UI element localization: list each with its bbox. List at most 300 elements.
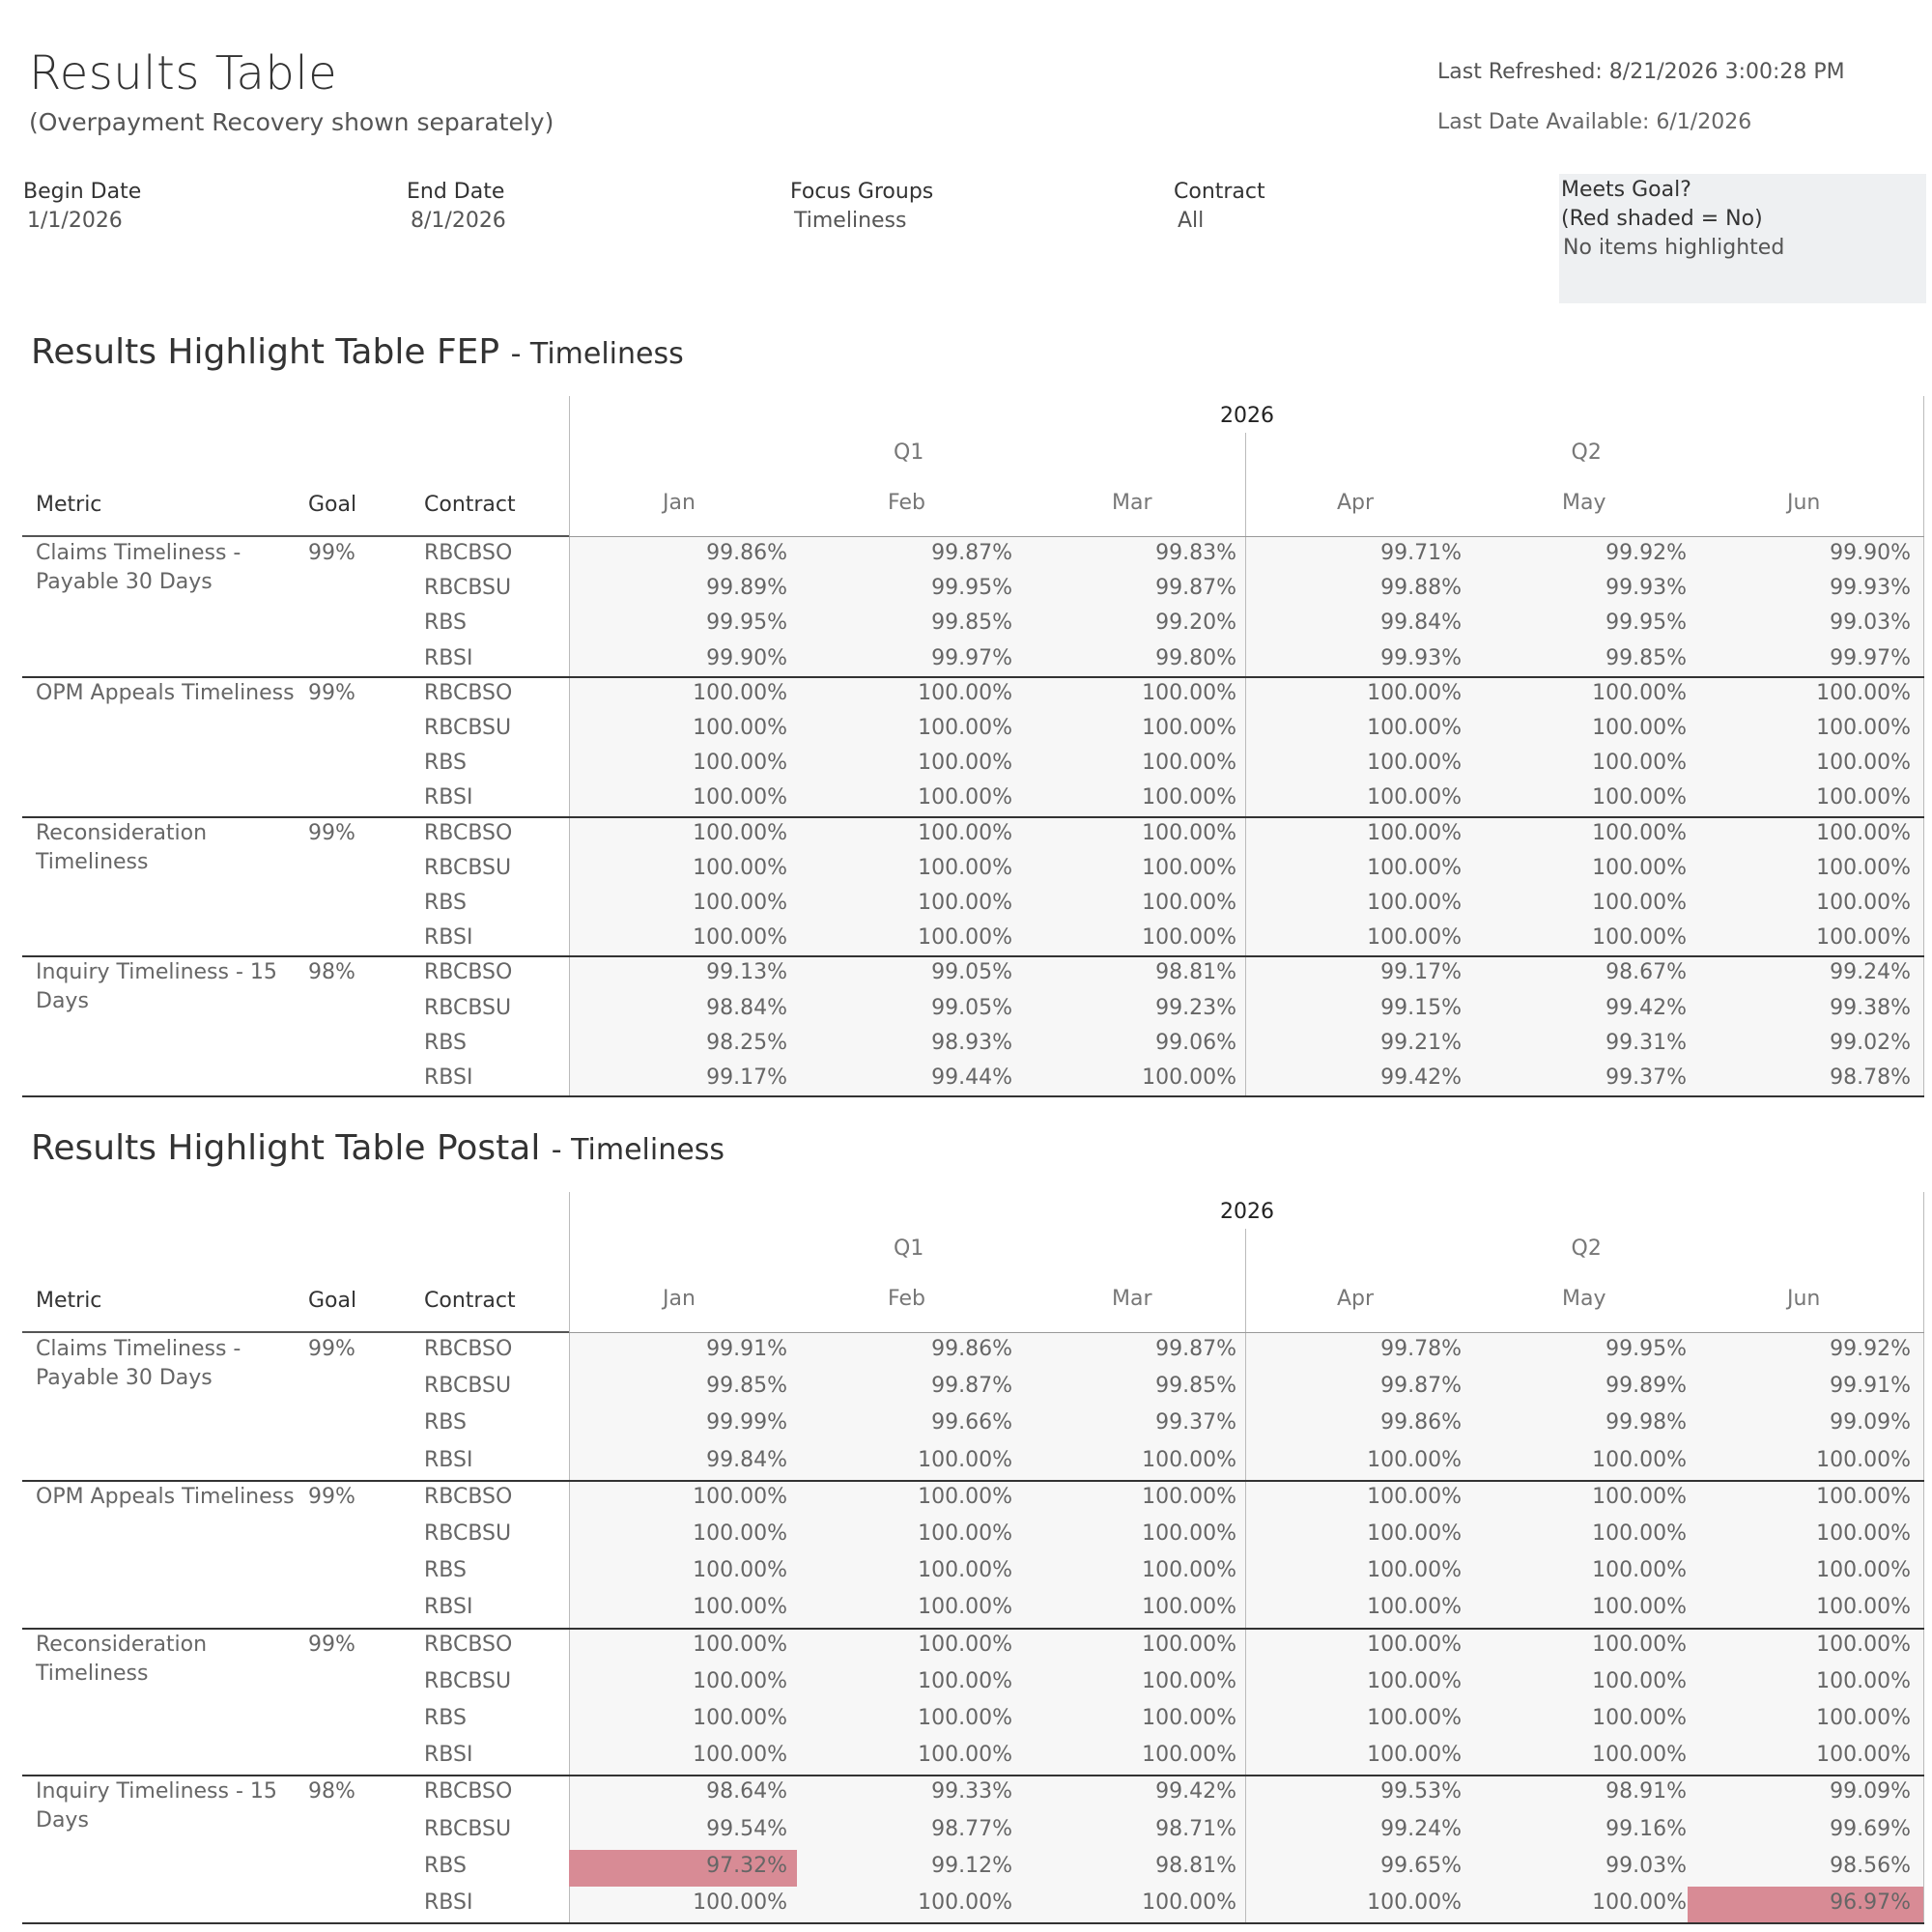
result-value[interactable]: 98.71% — [1155, 1816, 1236, 1841]
postal-results-table — [22, 1192, 1924, 1922]
result-value[interactable]: 100.00% — [1592, 855, 1687, 880]
result-value[interactable]: 98.64% — [706, 1779, 787, 1804]
begin-date-label: Begin Date — [23, 180, 142, 204]
result-value[interactable]: 100.00% — [918, 751, 1012, 776]
contract-name: RBS — [424, 611, 467, 636]
result-value[interactable]: 100.00% — [1142, 716, 1236, 740]
result-value[interactable]: 100.00% — [918, 716, 1012, 740]
result-value[interactable]: 99.93% — [1605, 576, 1687, 601]
result-value[interactable]: 100.00% — [693, 1890, 787, 1915]
result-value[interactable]: 100.00% — [1367, 820, 1462, 845]
result-value[interactable]: 100.00% — [1142, 1558, 1236, 1583]
result-value[interactable]: 99.80% — [1155, 645, 1236, 670]
result-value[interactable]: 98.91% — [1605, 1779, 1687, 1804]
last-date-available-text: Last Date Available: 6/1/2026 — [1437, 110, 1752, 134]
result-value[interactable]: 99.06% — [1155, 1030, 1236, 1055]
result-value[interactable]: 100.00% — [1367, 891, 1462, 915]
metric-name: Claims Timeliness - — [36, 1337, 242, 1361]
contract-name: RBCBSO — [424, 1632, 513, 1657]
metric-name: Inquiry Timeliness - 15 — [36, 960, 277, 985]
result-value[interactable]: 98.67% — [1605, 960, 1687, 985]
result-value[interactable]: 100.00% — [1816, 716, 1911, 740]
metric-name-line2: Timeliness — [36, 849, 149, 874]
result-value[interactable]: 99.13% — [706, 960, 787, 985]
result-value[interactable]: 100.00% — [1816, 1743, 1911, 1768]
result-value[interactable]: 98.84% — [706, 995, 787, 1020]
begin-date-value[interactable]: 1/1/2026 — [27, 209, 123, 233]
result-value[interactable]: 100.00% — [1367, 716, 1462, 740]
result-value[interactable]: 99.97% — [1830, 645, 1911, 670]
result-value[interactable]: 99.85% — [1155, 1374, 1236, 1399]
result-value[interactable]: 100.00% — [1592, 1706, 1687, 1730]
result-value[interactable]: 99.86% — [706, 541, 787, 565]
result-value[interactable]: 100.00% — [1142, 1743, 1236, 1768]
result-value[interactable]: 100.00% — [1592, 1632, 1687, 1657]
result-value[interactable]: 99.53% — [1380, 1779, 1462, 1804]
result-value[interactable]: 100.00% — [1142, 680, 1236, 705]
result-value[interactable]: 100.00% — [1816, 820, 1911, 845]
goal-value: 99% — [308, 680, 355, 705]
result-value[interactable]: 99.87% — [931, 541, 1012, 565]
result-value[interactable]: 100.00% — [918, 1558, 1012, 1583]
result-value[interactable]: 100.00% — [1816, 751, 1911, 776]
result-value[interactable]: 100.00% — [1142, 925, 1236, 951]
result-value[interactable]: 99.84% — [706, 1447, 787, 1472]
result-value[interactable]: 100.00% — [918, 1706, 1012, 1730]
result-value[interactable]: 99.16% — [1605, 1816, 1687, 1841]
result-value[interactable]: 100.00% — [1142, 1521, 1236, 1546]
result-value[interactable]: 99.89% — [1605, 1374, 1687, 1399]
result-value[interactable]: 100.00% — [1142, 785, 1236, 810]
meets-goal-legend[interactable] — [1559, 174, 1926, 303]
header-separator-right — [569, 1332, 1924, 1333]
metric-name: OPM Appeals Timeliness — [36, 680, 295, 705]
result-value[interactable]: 100.00% — [918, 925, 1012, 951]
result-value[interactable]: 100.00% — [1367, 1743, 1462, 1768]
quarter-header-q2: Q2 — [1571, 1236, 1602, 1261]
metric-name: Reconsideration — [36, 1632, 208, 1657]
result-value[interactable]: 99.17% — [706, 1065, 787, 1090]
result-value[interactable]: 100.00% — [918, 785, 1012, 810]
group-separator — [22, 1095, 1924, 1097]
result-value[interactable]: 99.05% — [931, 995, 1012, 1020]
result-value[interactable]: 100.00% — [1142, 1632, 1236, 1657]
meets-goal-value[interactable]: No items highlighted — [1563, 236, 1785, 260]
result-value[interactable]: 99.42% — [1605, 995, 1687, 1020]
page-subtitle: (Overpayment Recovery shown separately) — [29, 108, 554, 136]
result-value[interactable]: 100.00% — [1592, 1447, 1687, 1472]
result-value[interactable]: 99.93% — [1830, 576, 1911, 601]
result-value[interactable]: 100.00% — [1816, 1668, 1911, 1693]
result-value[interactable]: 100.00% — [1367, 1632, 1462, 1657]
result-value[interactable]: 99.69% — [1830, 1816, 1911, 1841]
contract-column-header[interactable]: Contract — [424, 1289, 516, 1313]
result-value[interactable]: 100.00% — [1816, 785, 1911, 810]
result-value[interactable]: 100.00% — [1142, 1484, 1236, 1509]
result-value[interactable]: 100.00% — [1142, 1595, 1236, 1620]
result-value[interactable]: 100.00% — [1367, 680, 1462, 705]
metric-column-header[interactable]: Metric — [36, 493, 102, 517]
group-separator — [22, 1922, 1924, 1924]
month-header-feb: Feb — [888, 491, 925, 515]
contract-name: RBS — [424, 1410, 467, 1435]
result-value[interactable]: 99.42% — [1380, 1065, 1462, 1090]
result-value[interactable]: 100.00% — [1592, 1558, 1687, 1583]
column-divider — [569, 396, 570, 1096]
focus-groups-value[interactable]: Timeliness — [794, 209, 907, 233]
contract-name: RBS — [424, 1558, 467, 1583]
result-value[interactable]: 100.00% — [1367, 925, 1462, 951]
month-header-apr: Apr — [1337, 1287, 1375, 1311]
result-value[interactable]: 99.89% — [706, 576, 787, 601]
contract-name: RBCBSU — [424, 576, 512, 601]
result-value[interactable]: 99.44% — [931, 1065, 1012, 1090]
result-value[interactable]: 99.88% — [1380, 576, 1462, 601]
result-value[interactable]: 99.87% — [931, 1374, 1012, 1399]
group-separator — [22, 676, 1924, 678]
group-separator — [22, 1480, 1924, 1482]
goal-value: 98% — [308, 1779, 355, 1804]
result-value[interactable]: 96.97% — [1830, 1890, 1911, 1915]
end-date-value[interactable]: 8/1/2026 — [411, 209, 506, 233]
header-separator — [22, 535, 569, 537]
contract-name: RBS — [424, 1853, 467, 1878]
month-header-may: May — [1562, 1287, 1606, 1311]
contract-name: RBCBSO — [424, 1484, 513, 1509]
month-header-jan: Jan — [663, 491, 696, 515]
contract-name: RBSI — [424, 645, 473, 670]
goal-column-header[interactable]: Goal — [308, 1289, 357, 1313]
result-value[interactable]: 99.91% — [706, 1337, 787, 1361]
result-value[interactable]: 99.23% — [1155, 995, 1236, 1020]
result-value[interactable]: 98.93% — [931, 1030, 1012, 1055]
result-value[interactable]: 99.66% — [931, 1410, 1012, 1435]
result-value[interactable]: 99.31% — [1605, 1030, 1687, 1055]
result-value[interactable]: 99.03% — [1830, 611, 1911, 636]
meets-goal-label: Meets Goal? — [1561, 178, 1691, 202]
result-value[interactable]: 99.12% — [931, 1853, 1012, 1878]
result-value[interactable]: 100.00% — [1367, 785, 1462, 810]
result-value[interactable]: 100.00% — [1816, 1484, 1911, 1509]
result-value[interactable]: 100.00% — [1592, 716, 1687, 740]
group-separator — [22, 1628, 1924, 1630]
result-value[interactable]: 99.03% — [1605, 1853, 1687, 1878]
result-value[interactable]: 100.00% — [1592, 1743, 1687, 1768]
result-value[interactable]: 100.00% — [1592, 1668, 1687, 1693]
result-value[interactable]: 99.33% — [931, 1779, 1012, 1804]
result-value[interactable]: 100.00% — [693, 1632, 787, 1657]
fep-results-table — [22, 396, 1924, 1096]
result-value[interactable]: 100.00% — [918, 1521, 1012, 1546]
result-value[interactable]: 100.00% — [918, 1595, 1012, 1620]
contract-name: RBSI — [424, 1890, 473, 1915]
result-value[interactable]: 100.00% — [693, 1668, 787, 1693]
result-value[interactable]: 100.00% — [1367, 1890, 1462, 1915]
result-value[interactable]: 100.00% — [918, 820, 1012, 845]
result-value[interactable]: 100.00% — [918, 1447, 1012, 1472]
result-value[interactable]: 99.95% — [1605, 1337, 1687, 1361]
metric-name-line2: Timeliness — [36, 1661, 149, 1686]
contract-name: RBS — [424, 891, 467, 915]
contract-name: RBCBSO — [424, 541, 513, 565]
result-value[interactable]: 100.00% — [1592, 1890, 1687, 1915]
contract-name: RBCBSO — [424, 820, 513, 845]
result-value[interactable]: 100.00% — [1816, 855, 1911, 880]
result-value[interactable]: 100.00% — [1142, 855, 1236, 880]
month-header-jun: Jun — [1787, 1287, 1821, 1311]
contract-name: RBS — [424, 1030, 467, 1055]
result-value[interactable]: 100.00% — [693, 855, 787, 880]
contract-name: RBS — [424, 1706, 467, 1730]
goal-value: 99% — [308, 1484, 355, 1509]
result-value[interactable]: 99.15% — [1380, 995, 1462, 1020]
metric-name: Claims Timeliness - — [36, 541, 242, 565]
begin-date-filter[interactable] — [23, 178, 313, 236]
result-value[interactable]: 100.00% — [918, 1632, 1012, 1657]
result-value[interactable]: 100.00% — [1816, 1447, 1911, 1472]
quarter-divider — [1245, 433, 1246, 1096]
result-value[interactable]: 98.81% — [1155, 1853, 1236, 1878]
result-value[interactable]: 100.00% — [1592, 925, 1687, 951]
result-value[interactable]: 100.00% — [1142, 1065, 1236, 1090]
result-value[interactable]: 100.00% — [1142, 1668, 1236, 1693]
result-value[interactable]: 99.98% — [1605, 1410, 1687, 1435]
metric-name: OPM Appeals Timeliness — [36, 1484, 295, 1509]
result-value[interactable]: 100.00% — [693, 925, 787, 951]
group-separator — [22, 955, 1924, 957]
result-value[interactable]: 99.09% — [1830, 1410, 1911, 1435]
result-value[interactable]: 100.00% — [693, 891, 787, 915]
result-value[interactable]: 100.00% — [693, 820, 787, 845]
postal-table-title — [31, 1128, 724, 1168]
result-value[interactable]: 100.00% — [1816, 1706, 1911, 1730]
result-value[interactable]: 99.90% — [706, 645, 787, 670]
result-value[interactable]: 100.00% — [1142, 1447, 1236, 1472]
result-value[interactable]: 100.00% — [1367, 1558, 1462, 1583]
contract-filter[interactable] — [1174, 178, 1463, 236]
result-value[interactable]: 99.84% — [1380, 611, 1462, 636]
result-value[interactable]: 100.00% — [693, 1558, 787, 1583]
result-value[interactable]: 100.00% — [1592, 820, 1687, 845]
result-value[interactable]: 100.00% — [1142, 891, 1236, 915]
result-value[interactable]: 99.20% — [1155, 611, 1236, 636]
month-header-mar: Mar — [1112, 491, 1152, 515]
result-value[interactable]: 100.00% — [918, 855, 1012, 880]
contract-column-header[interactable]: Contract — [424, 493, 516, 517]
result-value[interactable]: 100.00% — [693, 1743, 787, 1768]
result-value[interactable]: 100.00% — [1367, 1484, 1462, 1509]
result-value[interactable]: 99.37% — [1605, 1065, 1687, 1090]
goal-value: 99% — [308, 1632, 355, 1657]
result-value[interactable]: 99.21% — [1380, 1030, 1462, 1055]
result-value[interactable]: 99.83% — [1155, 541, 1236, 565]
result-value[interactable]: 100.00% — [1816, 1521, 1911, 1546]
result-value[interactable]: 97.32% — [706, 1853, 787, 1878]
group-separator — [22, 1775, 1924, 1776]
contract-label: Contract — [1174, 180, 1265, 204]
result-value[interactable]: 100.00% — [1816, 1595, 1911, 1620]
contract-name: RBCBSU — [424, 1668, 512, 1693]
contract-name: RBSI — [424, 1447, 473, 1472]
result-value[interactable]: 100.00% — [1367, 1668, 1462, 1693]
result-value[interactable]: 100.00% — [1142, 820, 1236, 845]
result-value[interactable]: 99.90% — [1830, 541, 1911, 565]
result-value[interactable]: 100.00% — [1592, 1595, 1687, 1620]
result-value[interactable]: 99.85% — [931, 611, 1012, 636]
result-value[interactable]: 100.00% — [1367, 751, 1462, 776]
result-value[interactable]: 100.00% — [918, 1668, 1012, 1693]
result-value[interactable]: 99.99% — [706, 1410, 787, 1435]
result-value[interactable]: 99.24% — [1380, 1816, 1462, 1841]
metric-column-header[interactable]: Metric — [36, 1289, 102, 1313]
result-value[interactable]: 99.71% — [1380, 541, 1462, 565]
result-value[interactable]: 100.00% — [1142, 1890, 1236, 1915]
result-value[interactable]: 99.86% — [1380, 1410, 1462, 1435]
month-header-mar: Mar — [1112, 1287, 1152, 1311]
goal-value: 99% — [308, 541, 355, 565]
goal-column-header[interactable]: Goal — [308, 493, 357, 517]
contract-name: RBCBSO — [424, 1337, 513, 1361]
result-value[interactable]: 100.00% — [1367, 1447, 1462, 1472]
result-value[interactable]: 100.00% — [918, 680, 1012, 705]
year-header: 2026 — [1220, 1200, 1274, 1224]
result-value[interactable]: 100.00% — [693, 680, 787, 705]
result-value[interactable]: 100.00% — [1592, 1484, 1687, 1509]
result-value[interactable]: 98.77% — [931, 1816, 1012, 1841]
result-value[interactable]: 100.00% — [1592, 785, 1687, 810]
fep-table-title — [31, 332, 684, 372]
month-header-jun: Jun — [1787, 491, 1821, 515]
result-value[interactable]: 100.00% — [1592, 891, 1687, 915]
result-value[interactable]: 99.09% — [1830, 1779, 1911, 1804]
result-value[interactable]: 99.65% — [1380, 1853, 1462, 1878]
contract-name: RBCBSU — [424, 1816, 512, 1841]
result-value[interactable]: 98.81% — [1155, 960, 1236, 985]
fep-table-title-suffix: - Timeliness — [510, 337, 684, 371]
contract-name: RBCBSO — [424, 960, 513, 985]
result-value[interactable]: 99.95% — [706, 611, 787, 636]
contract-name: RBCBSU — [424, 1521, 512, 1546]
contract-name: RBS — [424, 751, 467, 776]
quarter-header-q1: Q1 — [894, 440, 924, 465]
result-value[interactable]: 100.00% — [1816, 1558, 1911, 1583]
result-value[interactable]: 99.91% — [1830, 1374, 1911, 1399]
page-title: Results Table — [29, 46, 338, 100]
result-value[interactable]: 100.00% — [1367, 1706, 1462, 1730]
end-date-label: End Date — [407, 180, 505, 204]
result-value[interactable]: 99.92% — [1605, 541, 1687, 565]
group-separator — [22, 816, 1924, 818]
result-value[interactable]: 100.00% — [1592, 751, 1687, 776]
contract-name: RBCBSU — [424, 995, 512, 1020]
contract-name: RBSI — [424, 1065, 473, 1090]
table-right-border — [1923, 396, 1924, 1096]
table-right-border — [1923, 1192, 1924, 1923]
result-value[interactable]: 100.00% — [1816, 1632, 1911, 1657]
quarter-header-q1: Q1 — [894, 1236, 924, 1261]
result-value[interactable]: 99.95% — [1605, 611, 1687, 636]
metric-name-line2: Days — [36, 1808, 89, 1833]
result-value[interactable]: 99.92% — [1830, 1337, 1911, 1361]
result-value[interactable]: 100.00% — [693, 785, 787, 810]
result-value[interactable]: 99.02% — [1830, 1030, 1911, 1055]
metric-name-line2: Days — [36, 989, 89, 1014]
result-value[interactable]: 100.00% — [693, 1706, 787, 1730]
result-value[interactable]: 100.00% — [1367, 1521, 1462, 1546]
result-value[interactable]: 99.87% — [1380, 1374, 1462, 1399]
result-value[interactable]: 99.05% — [931, 960, 1012, 985]
result-value[interactable]: 98.25% — [706, 1030, 787, 1055]
result-value[interactable]: 99.37% — [1155, 1410, 1236, 1435]
year-header: 2026 — [1220, 404, 1274, 428]
result-value[interactable]: 100.00% — [1816, 680, 1911, 705]
result-value[interactable]: 100.00% — [1816, 891, 1911, 915]
postal-table-title-text: Results Highlight Table Postal — [31, 1128, 541, 1168]
result-value[interactable]: 100.00% — [1367, 1595, 1462, 1620]
month-header-feb: Feb — [888, 1287, 925, 1311]
result-value[interactable]: 99.38% — [1830, 995, 1911, 1020]
meets-goal-sublabel: (Red shaded = No) — [1561, 207, 1763, 231]
month-header-jan: Jan — [663, 1287, 696, 1311]
result-value[interactable]: 100.00% — [918, 1890, 1012, 1915]
result-value[interactable]: 99.87% — [1155, 1337, 1236, 1361]
result-value[interactable]: 99.42% — [1155, 1779, 1236, 1804]
end-date-filter[interactable] — [407, 178, 696, 236]
result-value[interactable]: 100.00% — [1816, 925, 1911, 951]
result-value[interactable]: 100.00% — [1367, 855, 1462, 880]
last-refreshed-text: Last Refreshed: 8/21/2026 3:00:28 PM — [1437, 60, 1845, 84]
contract-name: RBSI — [424, 1743, 473, 1768]
result-value[interactable]: 100.00% — [1142, 751, 1236, 776]
result-value[interactable]: 99.78% — [1380, 1337, 1462, 1361]
result-value[interactable]: 99.17% — [1380, 960, 1462, 985]
result-value[interactable]: 100.00% — [693, 1484, 787, 1509]
result-value[interactable]: 100.00% — [693, 751, 787, 776]
focus-groups-filter[interactable] — [790, 178, 1080, 236]
metric-name-line2: Payable 30 Days — [36, 570, 213, 594]
result-value[interactable]: 99.95% — [931, 576, 1012, 601]
metric-name: Inquiry Timeliness - 15 — [36, 1779, 277, 1804]
result-value[interactable]: 100.00% — [1592, 1521, 1687, 1546]
result-value[interactable]: 100.00% — [918, 1743, 1012, 1768]
postal-table-title-suffix: - Timeliness — [551, 1133, 724, 1167]
quarter-header-q2: Q2 — [1571, 440, 1602, 465]
contract-name: RBSI — [424, 785, 473, 810]
column-divider — [569, 1192, 570, 1923]
result-value[interactable]: 100.00% — [693, 716, 787, 740]
result-value[interactable]: 98.78% — [1830, 1065, 1911, 1090]
result-value[interactable]: 99.54% — [706, 1816, 787, 1841]
result-value[interactable]: 100.00% — [1142, 1706, 1236, 1730]
result-value[interactable]: 99.85% — [1605, 645, 1687, 670]
result-value[interactable]: 100.00% — [918, 891, 1012, 915]
result-value[interactable]: 99.24% — [1830, 960, 1911, 985]
contract-value[interactable]: All — [1178, 209, 1205, 233]
result-value[interactable]: 100.00% — [1592, 680, 1687, 705]
result-value[interactable]: 99.85% — [706, 1374, 787, 1399]
result-value[interactable]: 99.93% — [1380, 645, 1462, 670]
goal-value: 99% — [308, 820, 355, 845]
goal-value: 98% — [308, 960, 355, 985]
result-value[interactable]: 100.00% — [918, 1484, 1012, 1509]
result-value[interactable]: 98.56% — [1830, 1853, 1911, 1878]
result-value[interactable]: 100.00% — [693, 1595, 787, 1620]
result-value[interactable]: 99.87% — [1155, 576, 1236, 601]
result-value[interactable]: 100.00% — [693, 1521, 787, 1546]
contract-name: RBCBSO — [424, 680, 513, 705]
result-value[interactable]: 99.97% — [931, 645, 1012, 670]
result-value[interactable]: 99.86% — [931, 1337, 1012, 1361]
